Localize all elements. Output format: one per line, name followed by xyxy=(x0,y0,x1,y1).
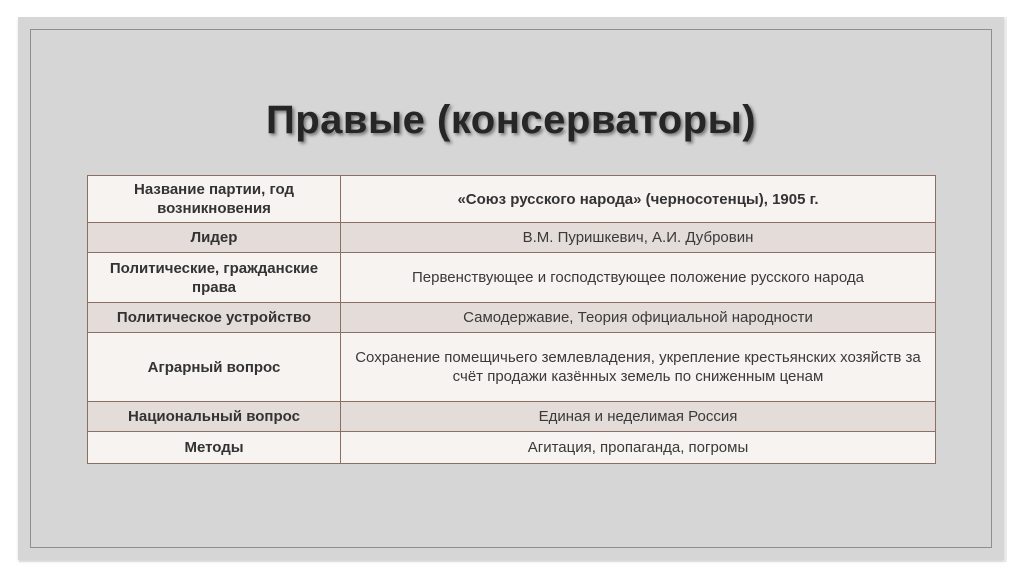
slide-title: Правые (консерваторы) xyxy=(265,98,757,142)
row-label: Политическое устройство xyxy=(88,303,341,333)
row-label: Методы xyxy=(88,432,341,464)
row-label: Национальный вопрос xyxy=(88,402,341,432)
row-value: «Союз русского народа» (черносотенцы), 1905 г. xyxy=(341,176,936,223)
slide xyxy=(18,17,1004,560)
row-label: Название партии, год возникновения xyxy=(88,176,341,223)
table-row xyxy=(88,333,936,402)
table-row xyxy=(88,223,936,253)
table-row xyxy=(88,253,936,303)
row-label: Лидер xyxy=(88,223,341,253)
table-row xyxy=(88,402,936,432)
table-row xyxy=(88,303,936,333)
row-value: Первенствующее и господствующее положение русского народа xyxy=(341,253,936,303)
row-value: Самодержавие, Теория официальной народности xyxy=(341,303,936,333)
row-value: Единая и неделимая Россия xyxy=(341,402,936,432)
row-value: В.М. Пуришкевич, А.И. Дубровин xyxy=(341,223,936,253)
row-value: Агитация, пропаганда, погромы xyxy=(341,432,936,464)
table-row xyxy=(88,176,936,223)
row-label: Аграрный вопрос xyxy=(88,333,341,402)
row-value: Сохранение помещичьего землевладения, укрепление крестьянских хозяйств за счёт продажи казённых земель по сниженным ценам xyxy=(341,333,936,402)
party-info-table xyxy=(87,175,936,464)
row-label: Политические, гражданские права xyxy=(88,253,341,303)
table-row xyxy=(88,432,936,464)
